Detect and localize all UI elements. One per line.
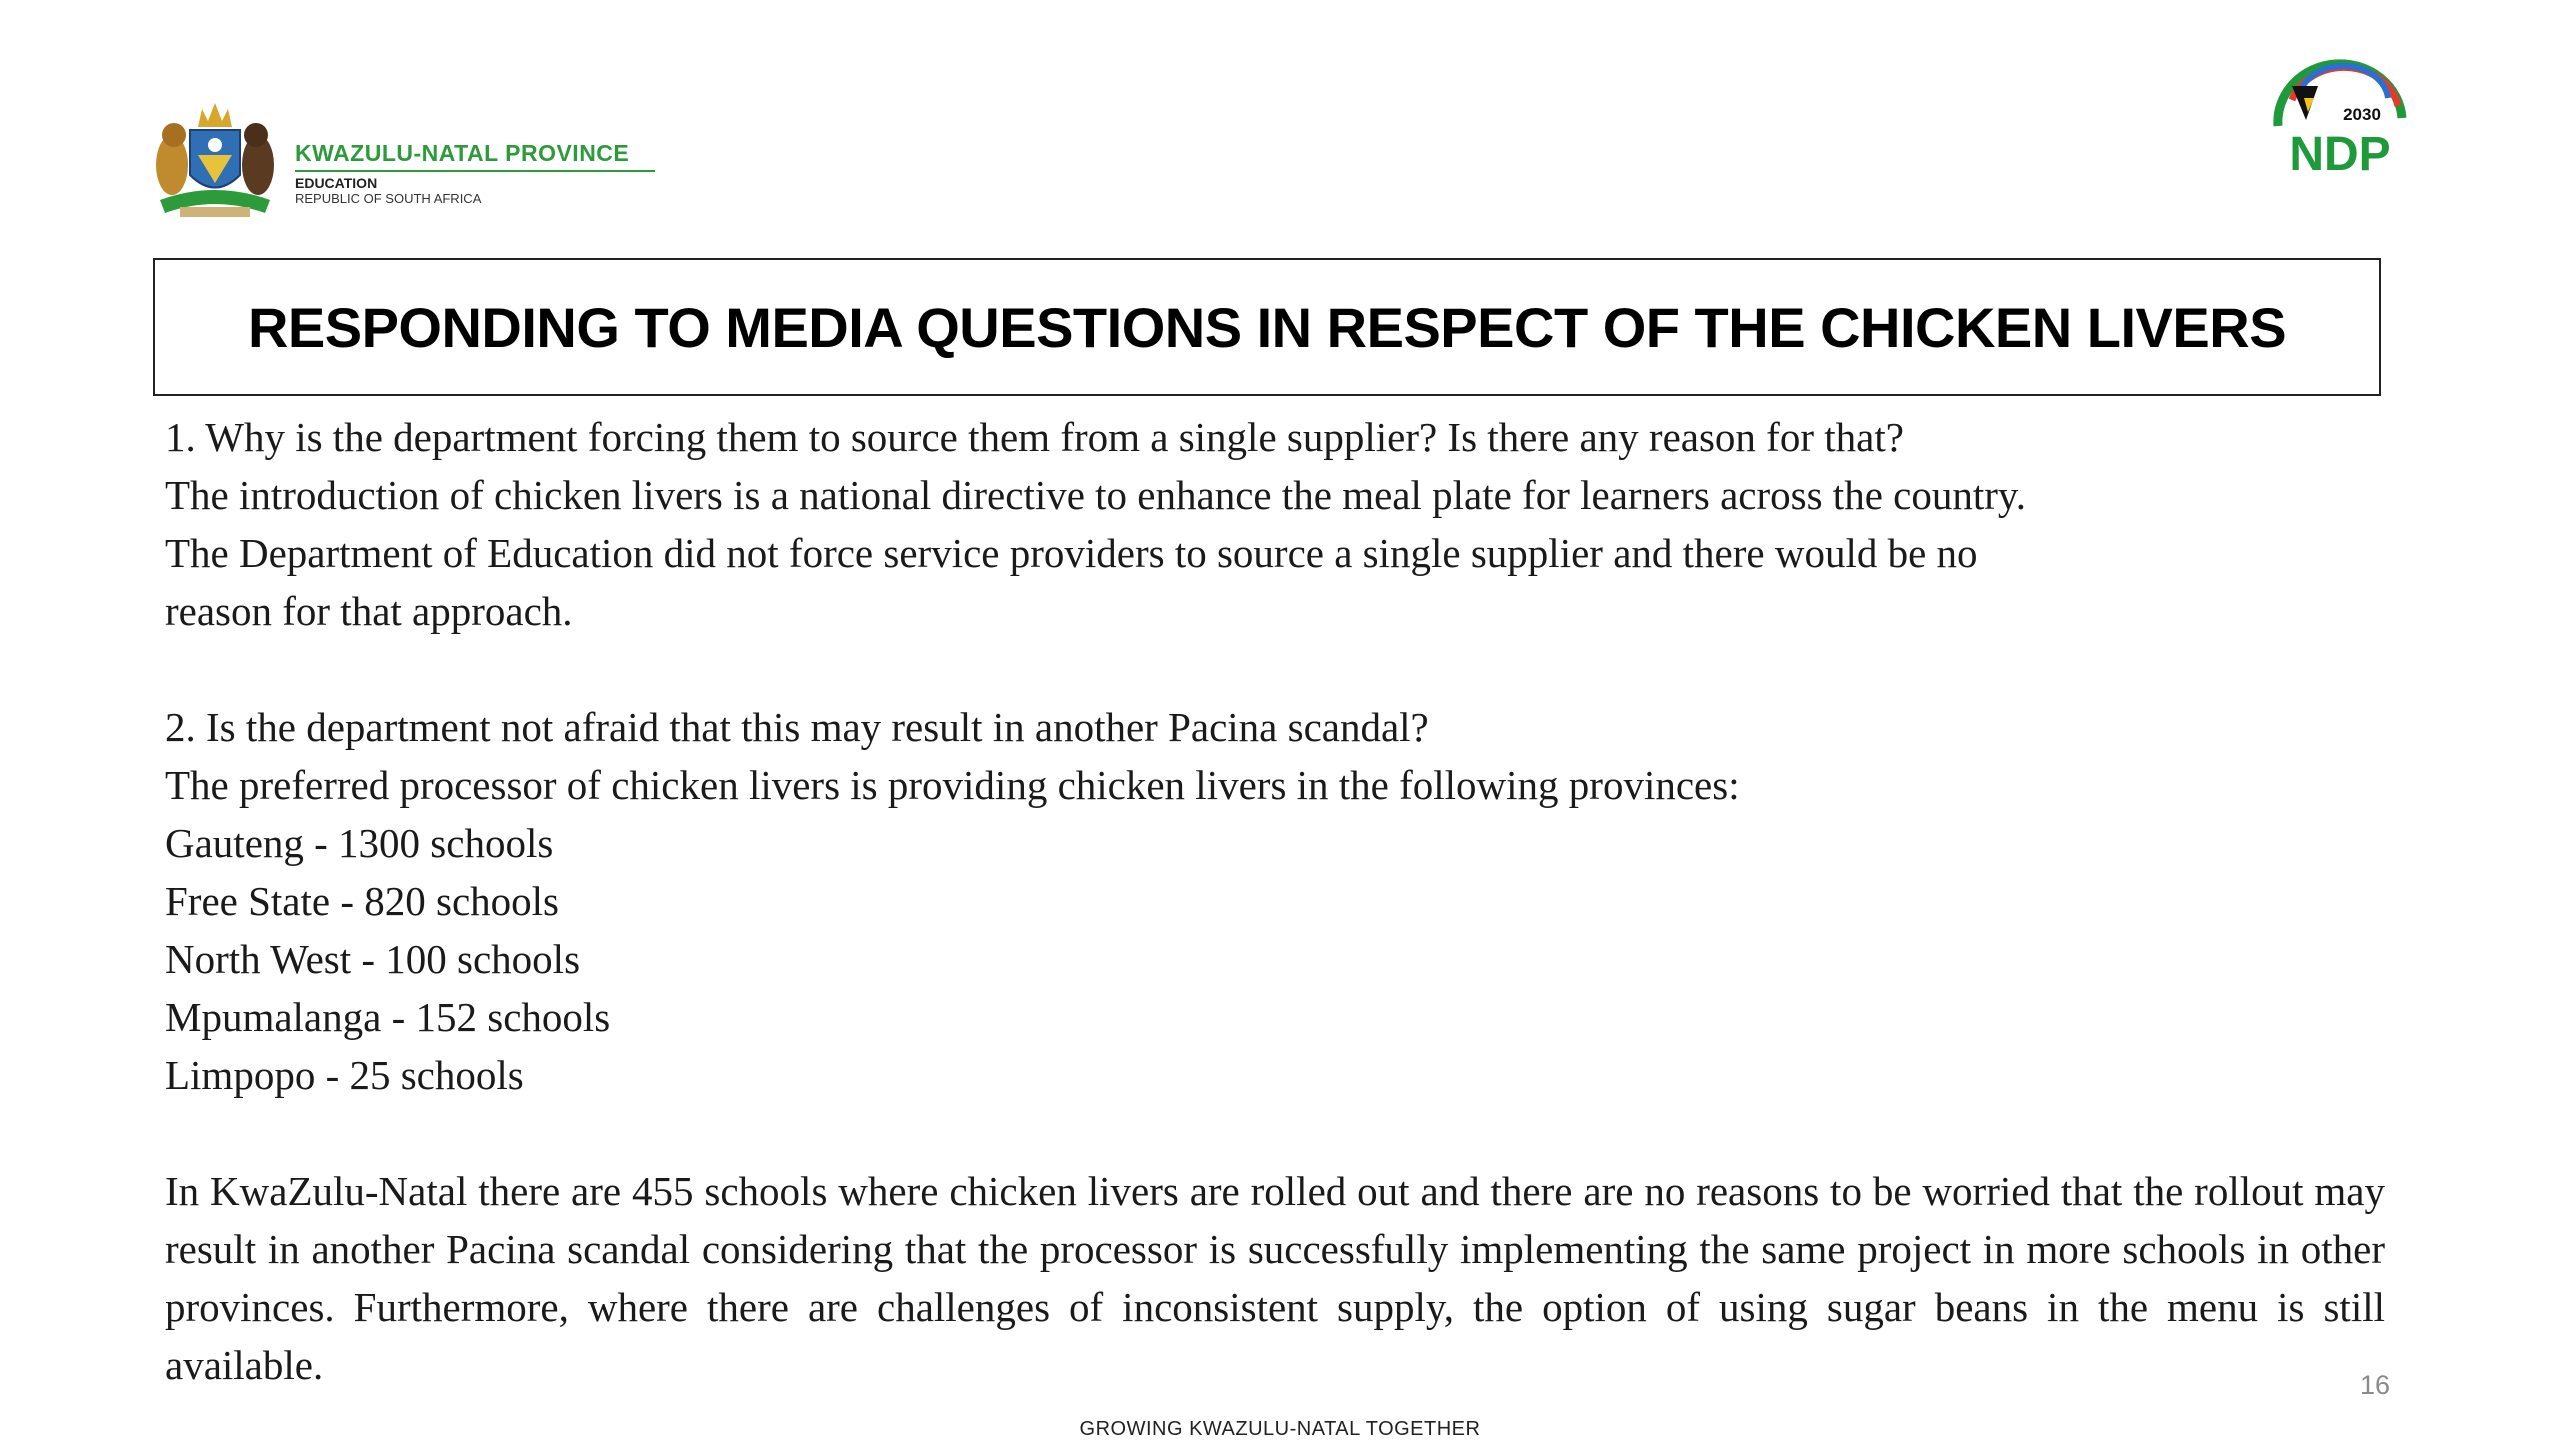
logo-divider [295, 170, 655, 172]
slide-body [165, 408, 2385, 1394]
slide-title: RESPONDING TO MEDIA QUESTIONS IN RESPECT OF THE CHICKEN LIVERS [247, 295, 2287, 359]
province-item: Mpumalanga - 152 schools [165, 994, 611, 1040]
answer-1-line-2: The Department of Education did not force service providers to source a single supplier and there would be no [165, 530, 1978, 576]
province-item: Limpopo - 25 schools [165, 1052, 524, 1098]
ndp-year: 2030 [2343, 105, 2381, 124]
kzn-education-logo [150, 95, 670, 225]
answer-1-line-1: The introduction of chicken livers is a national directive to enhance the meal plate for learners across the country. [165, 472, 2026, 518]
country-name: REPUBLIC OF SOUTH AFRICA [295, 191, 482, 206]
province-item: North West - 100 schools [165, 936, 581, 982]
kzn-paragraph: In KwaZulu-Natal there are 455 schools where chicken livers are rolled out and there are no reasons to be worried that the rollout may result in another Pacina scandal considering that the processor is successfully implementing the same project in more schools in other provinces. Furthermore, where there are challenges of inconsistent supply, the option of using sugar beans in the menu is still available. [165, 1168, 2385, 1388]
coat-of-arms-icon [150, 95, 280, 225]
spacer [165, 1104, 2385, 1162]
title-box [153, 258, 2381, 396]
province-item: Free State - 820 schools [165, 878, 559, 924]
question-1: 1. Why is the department forcing them to source them from a single supplier? Is there any reason for that? [165, 414, 1904, 460]
ndp-text: NDP [2289, 128, 2391, 181]
spacer [165, 640, 2385, 698]
answer-1-line-3: reason for that approach. [165, 588, 573, 634]
answer-2-intro: The preferred processor of chicken livers is providing chicken livers in the following provinces: [165, 762, 1740, 808]
footer-slogan: GROWING KWAZULU-NATAL TOGETHER [1079, 1418, 1481, 1440]
province-name: KWAZULU-NATAL PROVINCE [295, 140, 630, 166]
question-2: 2. Is the department not afraid that this may result in another Pacina scandal? [165, 704, 1429, 750]
province-item: Gauteng - 1300 schools [165, 820, 554, 866]
ndp-2030-logo [2270, 58, 2410, 183]
department-name: EDUCATION [295, 175, 378, 191]
page-number: 16 [2360, 1370, 2391, 1400]
